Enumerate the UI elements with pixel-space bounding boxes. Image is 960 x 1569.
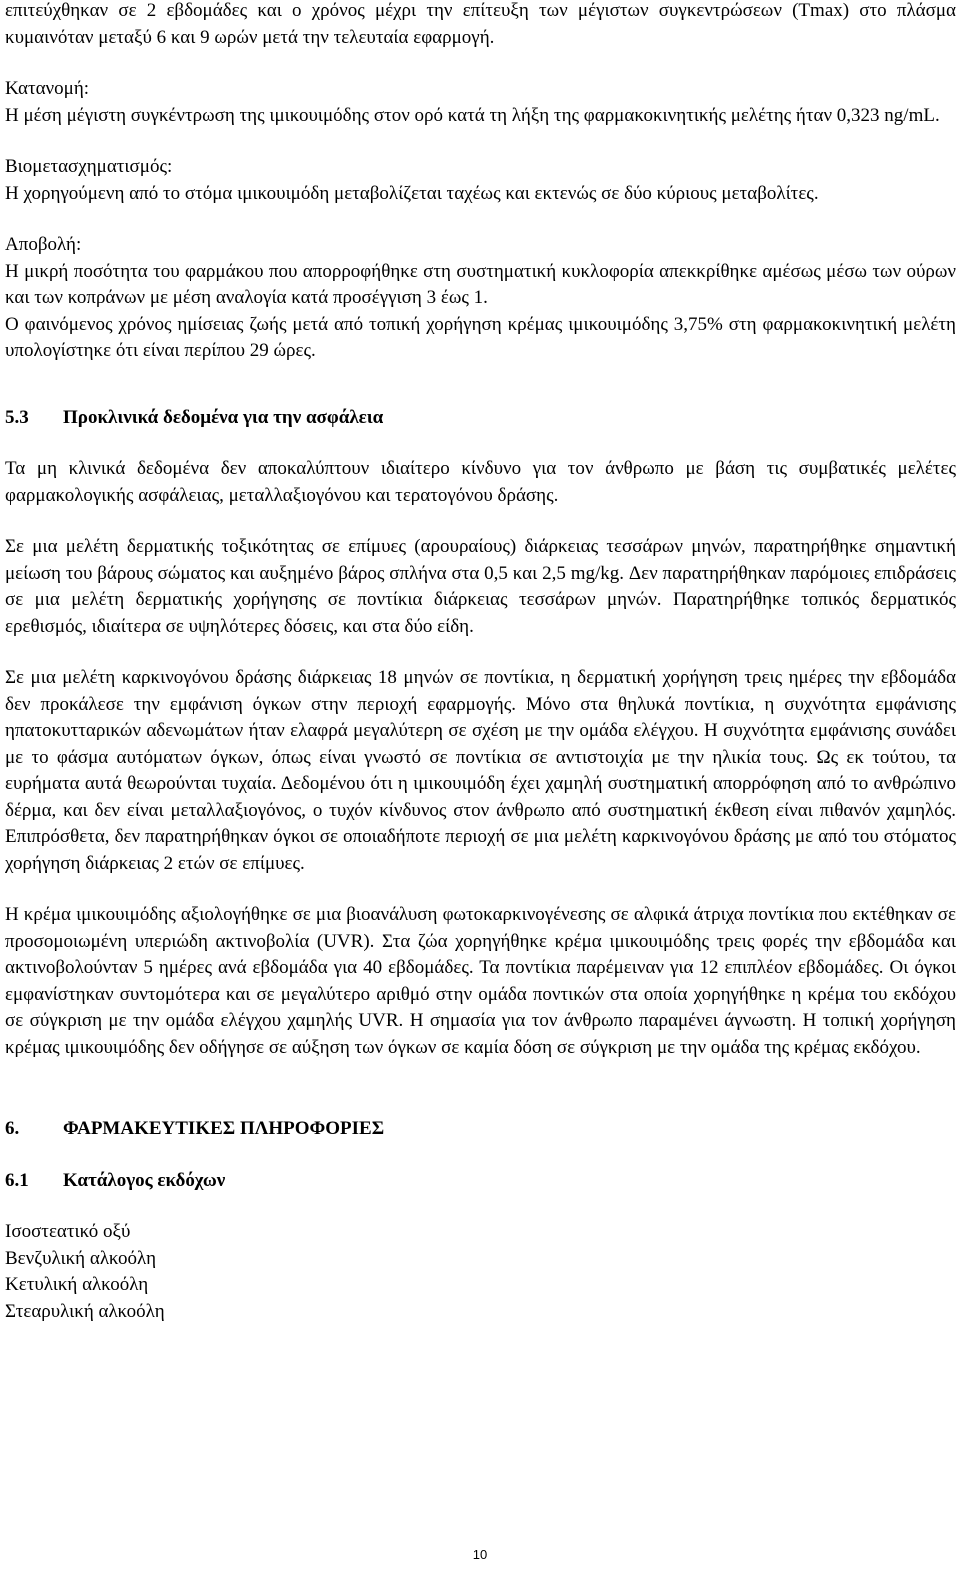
section-5-3-title: Προκλινικά δεδομένα για την ασφάλεια <box>63 406 384 428</box>
elimination-text-2: Ο φαινόμενος χρόνος ημίσειας ζωής μετά από τοπική χορήγηση κρέμας ιμικουιμόδης 3,75% στη φαρμακοκινητική μελέτη υπολογίστηκε ότι είναι περίπου 29 ώρες. <box>5 313 956 361</box>
section-6-heading <box>0 1116 960 1143</box>
section-6-1-heading <box>0 1168 960 1195</box>
list-item: Κετυλική αλκοόλη <box>5 1274 149 1295</box>
biotransformation-text: Η χορηγούμενη από το στόμα ιμικουιμόδη μεταβολίζεται ταχέως και εκτενώς σε δύο κύριους μεταβολίτες. <box>5 182 819 204</box>
preclinical-paragraph-2: Σε μια μελέτη δερματικής τοξικότητας σε επίμυες (αρουραίους) διάρκειας τεσσάρων μηνών, παρατηρήθηκε σημαντική μείωση του βάρους σώματος και αυξημένο βάρος σπλήνα στα 0,5 και 2,5 mg/kg. Δεν παρατηρήθηκαν παρόμοιες επιδράσεις σε μια μελέτη δερματικής χορήγησης σε ποντίκια διάρκειας τεσσάρων μηνών. Παρατηρήθηκε τοπικός δερματικός ερεθισμός, ιδιαίτερα σε υψηλότερες δόσεις, και στα δύο είδη. <box>5 536 956 637</box>
excipient-list <box>0 1219 960 1325</box>
list-item: Ισοστεατικό οξύ <box>5 1221 131 1242</box>
section-6-1-title: Κατάλογος εκδόχων <box>63 1169 226 1191</box>
biotransformation-block <box>0 154 960 207</box>
elimination-block <box>0 232 960 365</box>
distribution-block <box>0 76 960 129</box>
section-5-3-number: 5.3 <box>5 406 29 428</box>
pk-intro: επιτεύχθηκαν σε 2 εβδομάδες και ο χρόνος μέχρι την επίτευξη των μέγιστων συγκεντρώσεων (Tmax) στο πλάσμα κυμαινόταν μεταξύ 6 και 9 ωρών μετά την τελευταία εφαρμογή. <box>5 0 956 48</box>
section-6-number: 6. <box>5 1118 20 1139</box>
elimination-heading: Αποβολή: <box>5 234 82 255</box>
section-6-title: ΦΑΡΜΑΚΕΥΤΙΚΕΣ ΠΛΗΡΟΦΟΡΙΕΣ <box>63 1118 385 1139</box>
biotransformation-heading: Βιομετασχηματισμός: <box>5 156 173 177</box>
page-number: 10 <box>472 1547 488 1562</box>
preclinical-paragraph-4: Η κρέμα ιμικουιμόδης αξιολογήθηκε σε μια βιοανάλυση φωτοκαρκινογένεσης σε αλφικά άτριχα ποντίκια που εκτέθηκαν σε προσομοιωμένη υπεριώδη ακτινοβολία (UVR). Στα ζώα χορηγήθηκε κρέμα ιμικουιμόδης τρεις φορές την εβδομάδα και ακτινοβολούνταν 5 ημέρες ανά εβδομάδα για 40 εβδομάδες. Τα ποντίκια παρέμειναν για 12 επιπλέον εβδομάδες. Οι όγκοι εμφανίστηκαν συντομότερα και σε μεγαλύτερο αριθμό στην ομάδα ποντικών στα οποία χορηγήθηκε η κρέμα του εκδόχου σε σύγκριση με την ομάδα ελέγχου χαμηλής UVR. Η σημασία για τον άνθρωπο παραμένει άγνωστη. Η τοπική χορήγηση κρέμας ιμικουιμόδης δεν οδήγησε σε αύξηση των όγκων σε καμία δόση σε σύγκριση με την ομάδα της κρέμας εκδόχου. <box>5 904 956 1058</box>
preclinical-paragraph-3: Σε μια μελέτη καρκινογόνου δράσης διάρκειας 18 μηνών σε ποντίκια, η δερματική χορήγηση τρεις ημέρες την εβδομάδα δεν προκάλεσε την εμφάνιση όγκων στην περιοχή εφαρμογής. Μόνο στα θηλυκά ποντίκια, η συχνότητα εμφάνισης ηπατοκυτταρικών αδενωμάτων ήταν ελαφρά μεγαλύτερη σε σχέση με την ομάδα ελέγχου. Η συχνότητα εμφάνισης συνάδει με το φάσμα αυτόματων όγκων, όπως είναι γνωστό σε ποντίκια σε αντιστοιχία με την ηλικία τους. Ως εκ τούτου, τα ευρήματα αυτά θεωρούνται τυχαία. Δεδομένου ότι η ιμικουιμόδη έχει χαμηλή συστηματική απορρόφηση από το ανθρώπινο δέρμα, και δεν είναι μεταλλαξιογόνος, ο τυχόν κίνδυνος στον άνθρωπο από συστηματική έκθεση είναι πιθανόν χαμηλός. Επιπρόσθετα, δεν παρατηρήθηκαν όγκοι σε οποιαδήποτε περιοχή σε μια μελέτη καρκινογόνου δράσης με από του στόματος χορήγηση διάρκειας 2 ετών σε επίμυες. <box>5 667 956 874</box>
elimination-text-1: Η μικρή ποσότητα του φαρμάκου που απορροφήθηκε στη συστηματική κυκλοφορία απεκκρίθηκε αμέσως μέσω των ούρων και των κοπράνων με μέση αναλογία κατά προσέγγιση 3 έως 1. <box>5 260 956 308</box>
list-item: Στεαρυλική αλκοόλη <box>5 1300 165 1322</box>
preclinical-paragraph-1: Τα μη κλινικά δεδομένα δεν αποκαλύπτουν ιδιαίτερο κίνδυνο για τον άνθρωπο με βάση τις συμβατικές μελέτες φαρμακολογικής ασφάλειας, μεταλλαξιογόνου και τερατογόνου δράσης. <box>5 458 956 506</box>
section-6-1-number: 6.1 <box>5 1169 29 1191</box>
distribution-heading: Κατανομή: <box>5 78 90 99</box>
distribution-text: Η μέση μέγιστη συγκέντρωση της ιμικουιμόδης στον ορό κατά τη λήξη της φαρμακοκινητικής μελέτης ήταν 0,323 ng/mL. <box>5 104 940 126</box>
list-item: Βενζυλική αλκοόλη <box>5 1247 157 1269</box>
section-5-3-heading <box>0 405 960 432</box>
